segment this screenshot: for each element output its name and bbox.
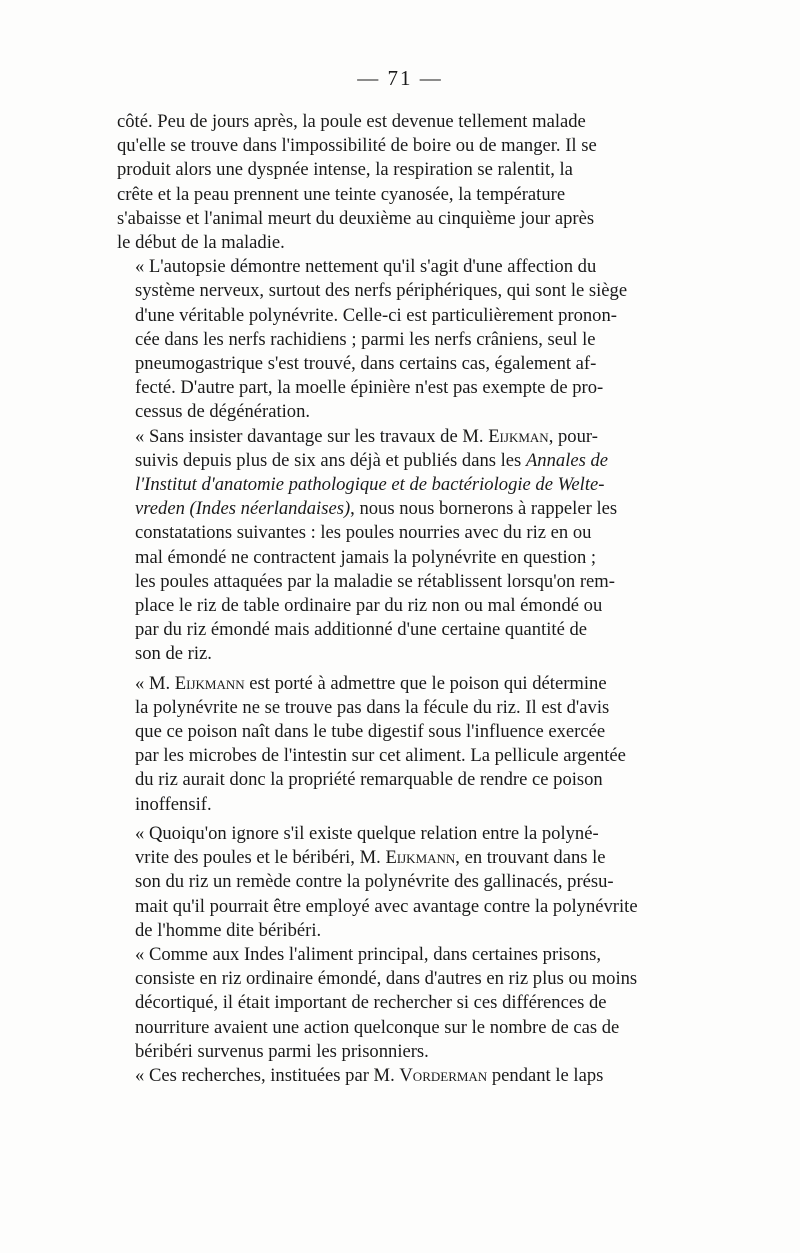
text-line: côté. Peu de jours après, la poule est devenue tellement malade [117, 111, 586, 132]
text-line: la polynévrite ne se trouve pas dans la fécule du riz. Il est d'avis [135, 696, 610, 718]
text-run: , en trouvant dans le [455, 847, 606, 869]
text-line: cessus de dégénération. [135, 401, 311, 423]
paragraph-2 [117, 255, 684, 424]
page-number: — 71 — [357, 66, 443, 90]
text-run: suivis depuis plus de six ans déjà et publiés dans les [135, 449, 526, 471]
text-run: pendant le laps [487, 1064, 604, 1086]
text-line: « Quoiqu'on ignore s'il existe quelque relation entre la polyné- [135, 822, 599, 844]
text-line: place le riz de table ordinaire par du riz non ou mal émondé ou [135, 595, 603, 617]
journal-title: Annales de [525, 449, 609, 471]
text-line: son de riz. [135, 643, 212, 665]
author-name: Eijkmann [385, 847, 456, 869]
text-line: les poules attaquées par la maladie se rétablissent lorsqu'on rem- [135, 570, 615, 592]
author-name: Eijkman [488, 425, 549, 447]
text-line: crête et la peau prennent une teinte cyanosée, la température [117, 183, 566, 205]
text-run: « Sans insister davantage sur les travaux de M. [135, 425, 489, 447]
paragraph-1 [117, 110, 684, 255]
text-line: mait qu'il pourrait être employé avec avantage contre la polynévrite [135, 895, 638, 917]
text-line: constatations suivantes : les poules nourries avec du riz en ou [135, 522, 592, 544]
text-line [117, 473, 684, 497]
journal-title: vreden (Indes néerlandaises) [135, 498, 351, 520]
text-line: le début de la maladie. [117, 232, 285, 254]
text-run: est porté à admettre que le poison qui détermine [244, 672, 607, 694]
text-line: nourriture avaient une action quelconque sur le nombre de cas de [135, 1016, 620, 1038]
author-name: Vorderman [399, 1064, 488, 1086]
text-run: vrite des poules et le béribéri, M. [135, 847, 386, 869]
text-line: s'abaisse et l'animal meurt du deuxième au cinquième jour après [117, 207, 595, 229]
text-line: d'une véritable polynévrite. Celle-ci est particulièrement pronon- [135, 304, 617, 326]
journal-title: l'Institut d'anatomie pathologique et de bactériologie de Welte- [135, 474, 605, 496]
text-line: qu'elle se trouve dans l'impossibilité de boire ou de manger. Il se [117, 135, 597, 157]
author-name: Eijkmann [174, 672, 245, 694]
paragraph-5 [117, 822, 684, 943]
text-line: par les microbes de l'intestin sur cet aliment. La pellicule argentée [135, 745, 626, 767]
text-line [117, 497, 684, 521]
text-line: « Comme aux Indes l'aliment principal, dans certaines prisons, [135, 943, 602, 965]
paragraph-6 [117, 943, 684, 1064]
text-line: son du riz un remède contre la polynévrite des gallinacés, présu- [135, 871, 614, 893]
paragraph-3 [117, 425, 684, 667]
text-line [117, 846, 684, 870]
text-line: consiste en riz ordinaire émondé, dans d'autres en riz plus ou moins [135, 968, 638, 990]
text-line: fecté. D'autre part, la moelle épinière n'est pas exempte de pro- [135, 377, 604, 399]
text-line: « L'autopsie démontre nettement qu'il s'agit d'une affection du [135, 256, 597, 278]
text-run: , pour- [548, 425, 598, 447]
text-line [117, 1064, 684, 1088]
text-line: cée dans les nerfs rachidiens ; parmi les nerfs crâniens, seul le [135, 328, 596, 350]
body-text [117, 110, 684, 1088]
text-line [117, 425, 684, 449]
text-line: du riz aurait donc la propriété remarquable de rendre ce poison [135, 769, 603, 791]
text-line: de l'homme dite béribéri. [135, 919, 322, 941]
text-line: produit alors une dyspnée intense, la respiration se ralentit, la [117, 159, 573, 181]
text-line: que ce poison naît dans le tube digestif sous l'influence exercée [135, 721, 606, 743]
text-line: mal émondé ne contractent jamais la polynévrite en question ; [135, 546, 597, 568]
text-line: décortiqué, il était important de rechercher si ces différences de [135, 992, 607, 1014]
paragraph-7 [117, 1064, 684, 1088]
text-line: inoffensif. [135, 793, 212, 815]
text-line: béribéri survenus parmi les prisonniers. [135, 1040, 429, 1062]
text-line [117, 672, 684, 696]
text-line: pneumogastrique s'est trouvé, dans certains cas, également af- [135, 353, 597, 375]
paragraph-4 [117, 672, 684, 817]
text-run: « Ces recherches, instituées par M. [135, 1064, 400, 1086]
text-line [117, 449, 684, 473]
text-run: « M. [135, 672, 175, 694]
text-line: système nerveux, surtout des nerfs périphériques, qui sont le siège [135, 280, 628, 302]
text-run: , nous nous bornerons à rappeler les [350, 498, 618, 520]
text-line: par du riz émondé mais additionné d'une certaine quantité de [135, 619, 588, 641]
